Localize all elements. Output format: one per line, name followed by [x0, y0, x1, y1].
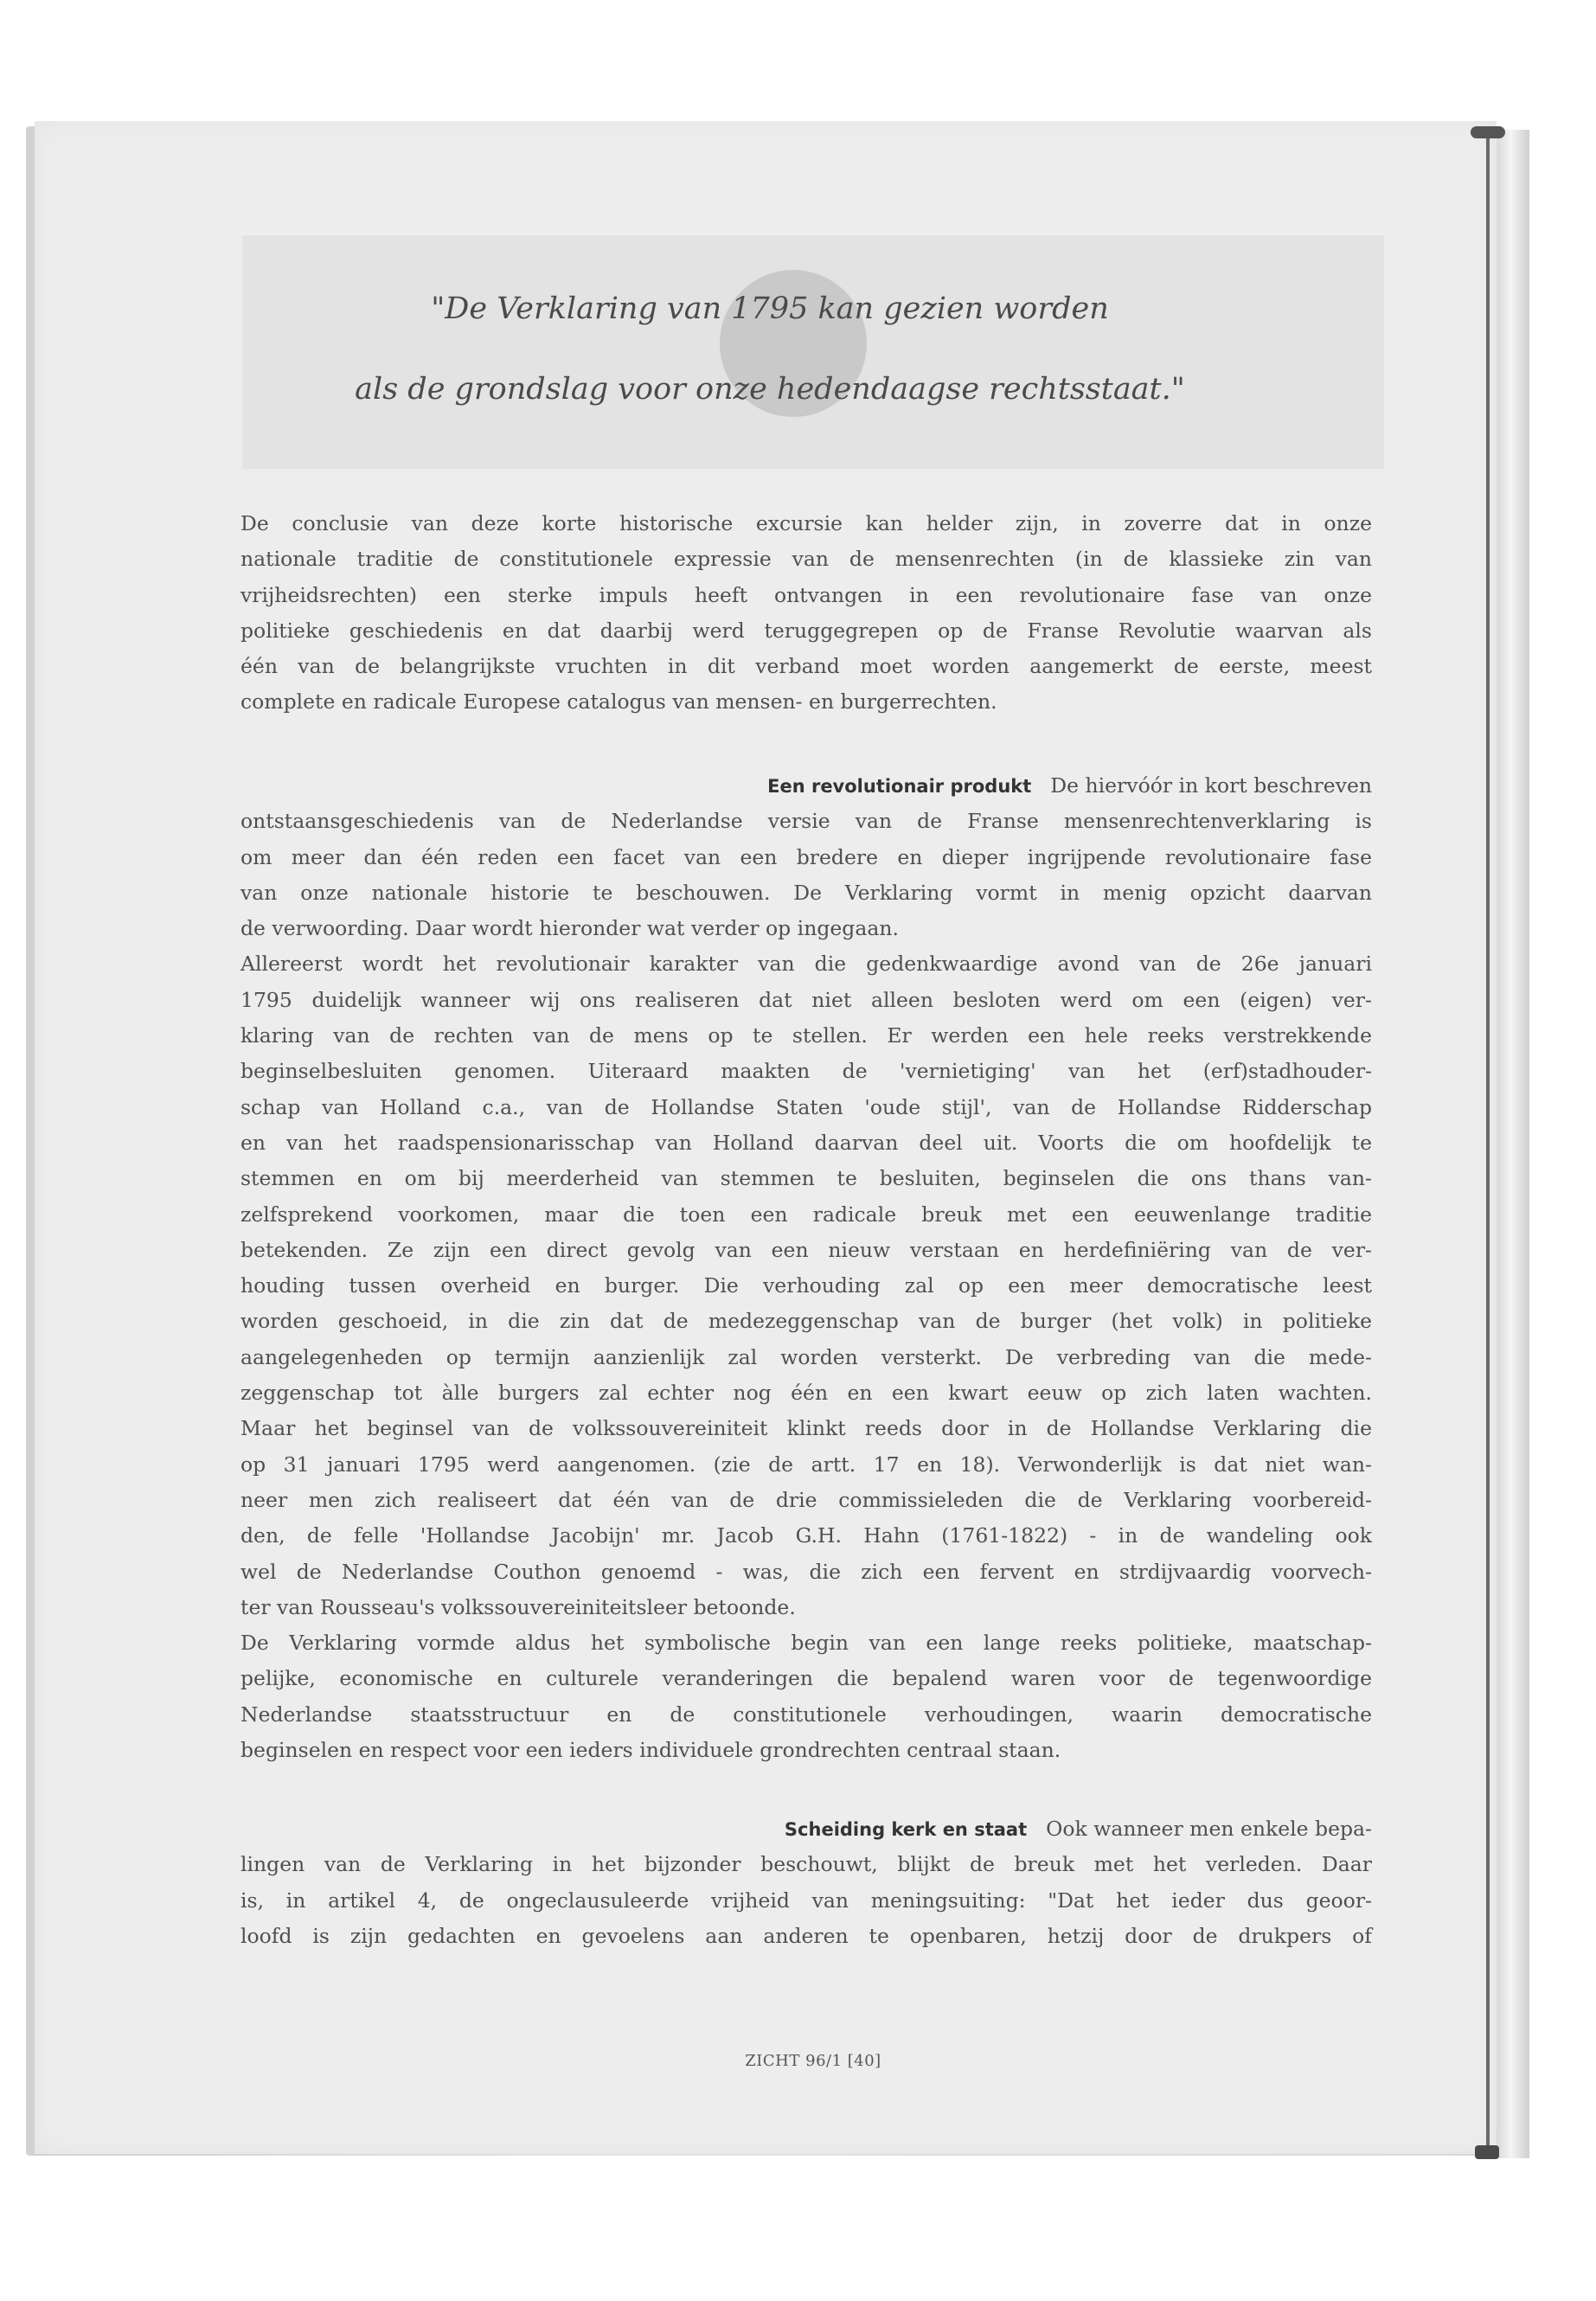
text-line: De Verklaring vormde aldus het symbolische begin van een lange reeks politieke, maatschap-: [240, 1631, 1372, 1656]
binder-clip-top: [1471, 126, 1505, 138]
section-heading-line: [240, 1811, 1372, 1847]
text-line: is, in artikel 4, de ongeclausuleerde vrijheid van meningsuiting: "Dat het ieder dus geoor-: [240, 1888, 1372, 1913]
text-line: ontstaansgeschiedenis van de Nederlandse versie van de Franse mensenrechtenverklaring is: [240, 809, 1372, 834]
text-line: pelijke, economische en culturele veranderingen die bepalend waren voor de tegenwoordige: [240, 1666, 1372, 1691]
binder-clip-bottom: [1475, 2145, 1499, 2159]
section-heading: Een revolutionair produkt: [767, 776, 1032, 797]
text-line: lingen van de Verklaring in het bijzonder beschouwt, blijkt de breuk met het verleden. Daar: [240, 1852, 1372, 1877]
page-footer: ZICHT 96/1 [40]: [745, 2052, 881, 2070]
text-line: Allereerst wordt het revolutionair karakter van die gedenkwaardige avond van de 26e januari: [240, 952, 1372, 977]
text-line: aangelegenheden op termijn aanzienlijk zal worden versterkt. De verbreding van die mede-: [240, 1344, 1372, 1369]
text-line: beginselen en respect voor een ieders individuele grondrechten centraal staan.: [240, 1738, 1061, 1763]
section-heading: Scheiding kerk en staat: [784, 1819, 1028, 1840]
text-line: nationale traditie de constitutionele expressie van de mensenrechten (in de klassieke zin van: [240, 547, 1372, 572]
text-line: loofd is zijn gedachten en gevoelens aan anderen te openbaren, hetzij door de drukpers of: [240, 1923, 1372, 1948]
text-line: den, de felle 'Hollandse Jacobijn' mr. Jacob G.H. Hahn (1761-1822) - in de wandeling ook: [240, 1523, 1372, 1548]
text-line: vrijheidsrechten) een sterke impuls heeft ontvangen in een revolutionaire fase van onze: [240, 582, 1372, 607]
text-line: wel de Nederlandse Couthon genoemd - was, die zich een fervent en strdijvaardig voorvech-: [240, 1559, 1372, 1584]
text-line: houding tussen overheid en burger. Die verhouding zal op een meer democratische leest: [240, 1273, 1372, 1298]
section-scheiding-kerk-en-staat: [240, 1811, 1372, 1954]
text-line: schap van Holland c.a., van de Hollandse Staten 'oude stijl', van de Hollandse Ridderschap: [240, 1094, 1372, 1119]
text-line: beginselbesluiten genomen. Uiteraard maakten de 'vernietiging' van het (erf)stadhouder-: [240, 1059, 1372, 1084]
text-line: zeggenschap tot àlle burgers zal echter nog één en een kwart eeuw op zich laten wachten.: [240, 1381, 1372, 1406]
text-line: ter van Rousseau's volkssouvereiniteitsleer betoonde.: [240, 1594, 796, 1619]
section-revolutionair-produkt: [240, 768, 1372, 1768]
text-line: en van het raadspensionarisschap van Holland daarvan deel uit. Voorts die om hoofdelijk te: [240, 1130, 1372, 1155]
text-line: de verwoording. Daar wordt hieronder wat verder op ingegaan.: [240, 916, 899, 941]
text-line: om meer dan één reden een facet van een bredere en dieper ingrijpende revolutionaire fase: [240, 844, 1372, 869]
pull-quote-line-1: "De Verklaring van 1795 kan gezien worden: [431, 292, 1109, 326]
binder-edge: [1497, 130, 1529, 2158]
text-line: op 31 januari 1795 werd aangenomen. (zie de artt. 17 en 18). Verwonderlijk is dat niet wan-: [240, 1452, 1372, 1477]
text-line: politieke geschiedenis en dat daarbij werd teruggegrepen op de Franse Revolutie waarvan als: [240, 618, 1372, 643]
text-line: zelfsprekend voorkomen, maar die toen een radicale breuk met een eeuwenlange traditie: [240, 1202, 1372, 1227]
text-line: betekenden. Ze zijn een direct gevolg van een nieuw verstaan en herdefiniëring van de ver-: [240, 1237, 1372, 1262]
text-line: 1795 duidelijk wanneer wij ons realiseren dat niet alleen besloten werd om een (eigen) ver-: [240, 987, 1372, 1012]
text-line: één van de belangrijkste vruchten in dit verband moet worden aangemerkt de eerste, meest: [240, 654, 1372, 679]
text-line: neer men zich realiseert dat één van de drie commissieleden die de Verklaring voorbereid-: [240, 1487, 1372, 1512]
pull-quote-line-2: als de grondslag voor onze hedendaagse rechtsstaat.": [355, 372, 1185, 407]
text-line: Maar het beginsel van de volkssouvereiniteit klinkt reeds door in de Hollandse Verklaring die: [240, 1416, 1372, 1441]
text-line: stemmen en om bij meerderheid van stemmen te besluiten, beginselen die ons thans van-: [240, 1166, 1372, 1191]
binder-edge-line: [1486, 131, 1490, 2156]
section-heading-continuation: De hiervóór in kort beschreven: [1050, 773, 1372, 798]
text-line: Nederlandse staatsstructuur en de constitutionele verhoudingen, waarin democratische: [240, 1702, 1372, 1727]
section-heading-line: [240, 768, 1372, 804]
text-line: klaring van de rechten van de mens op te stellen. Er werden een hele reeks verstrekkende: [240, 1023, 1372, 1048]
section-heading-continuation: Ook wanneer men enkele bepa-: [1046, 1817, 1372, 1841]
text-line: complete en radicale Europese catalogus van mensen- en burgerrechten.: [240, 689, 997, 715]
text-line: De conclusie van deze korte historische excursie kan helder zijn, in zoverre dat in onze: [240, 511, 1372, 535]
text-line: van onze nationale historie te beschouwen. De Verklaring vormt in menig opzicht daarvan: [240, 880, 1372, 905]
text-line: worden geschoeid, in die zin dat de medezeggenschap van de burger (het volk) in politieke: [240, 1309, 1372, 1334]
intro-paragraph: [240, 506, 1372, 721]
